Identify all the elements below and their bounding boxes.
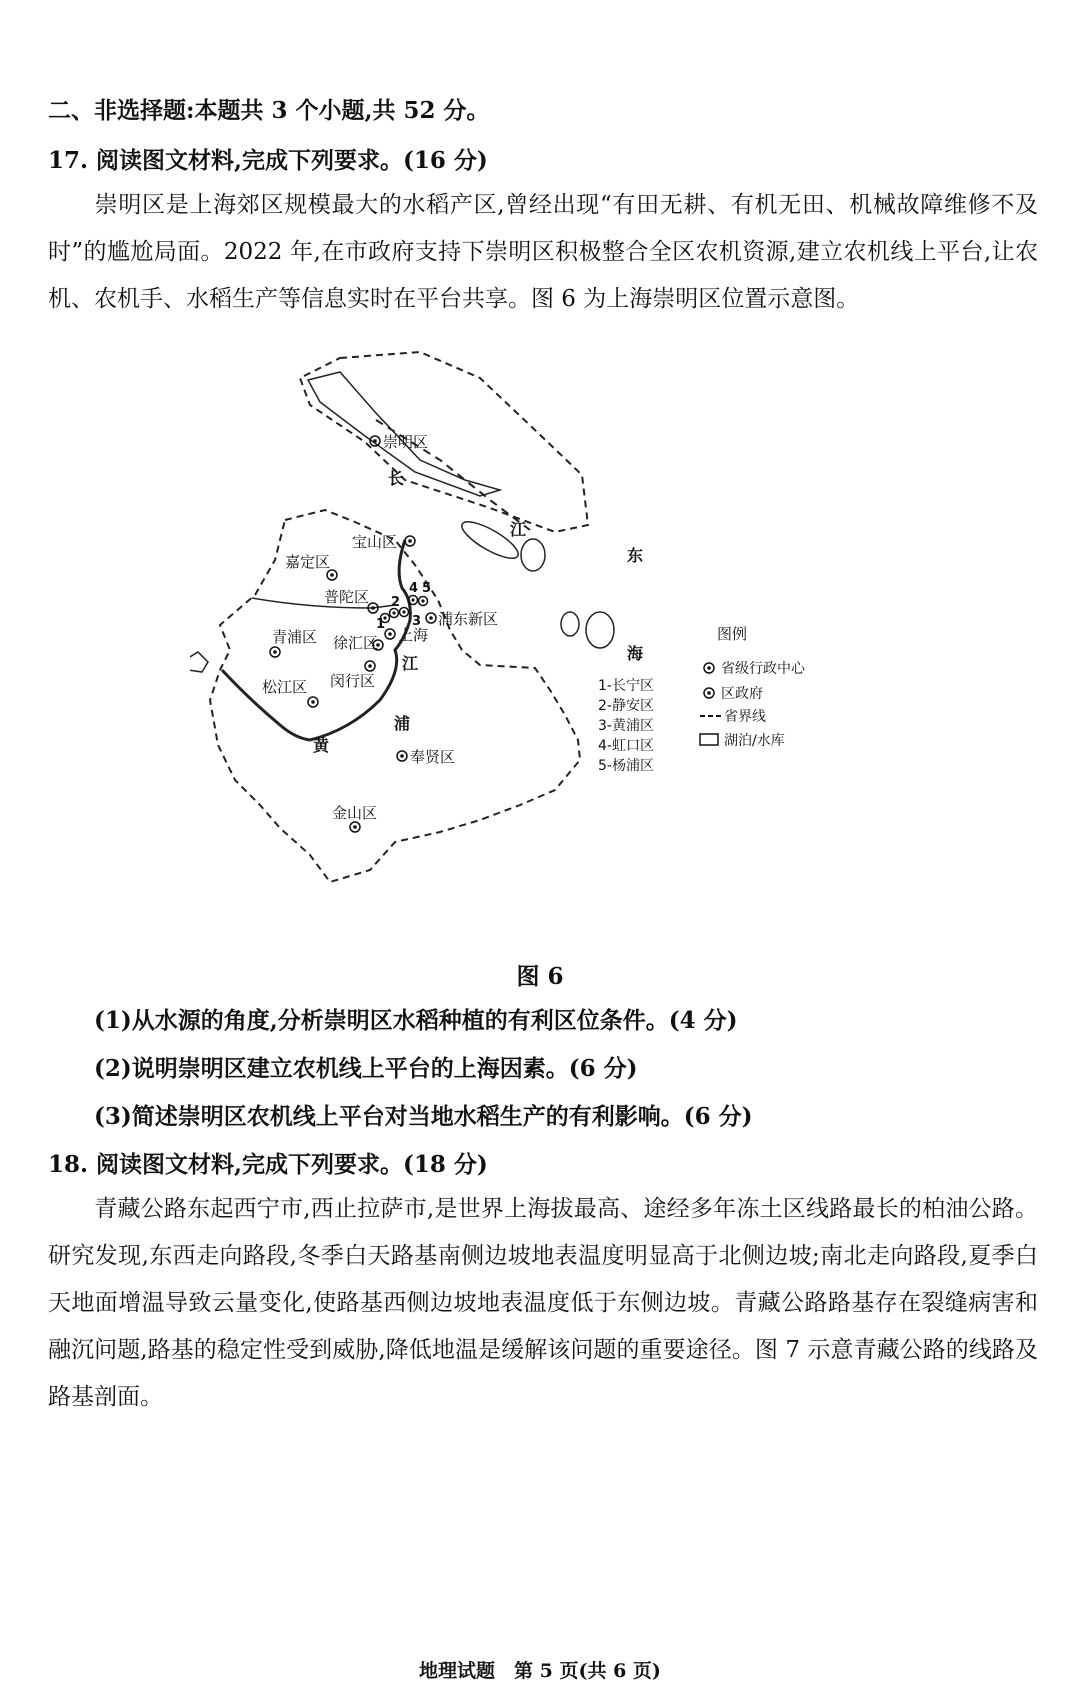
label-number-1: 1 — [376, 617, 386, 632]
offshore-island-2 — [586, 612, 614, 648]
q17-sub-question-1: (1)从水源的角度,分析崇明区水稻种植的有利区位条件。(4 分) — [94, 1007, 738, 1034]
label-jiading: 嘉定区 — [285, 553, 331, 571]
label-huang: 黄 — [313, 736, 330, 755]
shanghai-map — [190, 350, 920, 930]
legend-title: 图例 — [717, 625, 748, 643]
key-item-4: 4-虹口区 — [598, 738, 654, 754]
legend-provincial-center-label: 省级行政中心 — [721, 661, 805, 677]
label-chang: 长 — [388, 469, 405, 488]
label-hai-sea: 海 — [627, 644, 644, 663]
label-pudong: 浦东新区 — [438, 610, 499, 628]
hengsha-island — [521, 539, 545, 571]
label-chongming: 崇明区 — [383, 433, 429, 451]
q17-sub-question-2: (2)说明崇明区建立农机线上平台的上海因素。(6 分) — [94, 1055, 638, 1082]
page-footer: 地理试题 第 5 页(共 6 页) — [419, 1660, 661, 1682]
legend-district-gov-label: 区政府 — [721, 686, 763, 702]
shanghai-map-figure — [190, 350, 920, 930]
label-qingpu: 青浦区 — [272, 628, 318, 646]
label-number-4: 4 — [409, 581, 419, 596]
label-number-2: 2 — [391, 595, 401, 610]
key-item-3: 3-黄浦区 — [598, 718, 654, 734]
label-baoshan: 宝山区 — [352, 533, 398, 551]
label-jinshan: 金山区 — [332, 804, 378, 822]
label-jiang-river: 江 — [510, 520, 527, 539]
figure-6-caption: 图 6 — [516, 963, 564, 990]
legend-lake-icon — [700, 734, 718, 745]
section-heading: 二、非选择题:本题共 3 个小题,共 52 分。 — [48, 97, 490, 124]
key-item-1: 1-长宁区 — [598, 678, 654, 694]
label-minhang: 闵行区 — [330, 672, 376, 690]
q17-paragraph-text: 崇明区是上海郊区规模最大的水稻产区,曾经出现“有田无耕、有机无田、机械故障维修不及时”的尴尬局面。2022 年,在市政府支持下崇明区积极整合全区农机资源,建立农机线上平台,让农机、农机手、水稻生产等信息实时在平台共享。图 6 为上海崇明区位置示意图。 — [48, 192, 1038, 312]
chongming-island-outline — [300, 352, 588, 532]
label-putuo: 普陀区 — [324, 588, 370, 606]
label-xuhui: 徐汇区 — [333, 634, 379, 652]
q17-heading: 17. 阅读图文材料,完成下列要求。(16 分) — [48, 147, 488, 174]
label-number-5: 5 — [422, 581, 432, 596]
label-shanghai: 上海 — [398, 626, 429, 644]
label-dong-sea: 东 — [627, 546, 644, 565]
legend-boundary-label: 省界线 — [724, 709, 766, 725]
legend-lake-label: 湖泊/水库 — [724, 733, 785, 749]
label-songjiang: 松江区 — [262, 678, 308, 696]
label-fengxian: 奉贤区 — [410, 748, 456, 766]
q18-paragraph-text: 青藏公路东起西宁市,西止拉萨市,是世界上海拔最高、途经多年冻土区线路最长的柏油公路。研究发现,东西走向路段,冬季白天路基南侧边坡地表温度明显高于北侧边坡;南北走向路段,夏季白天地面增温导致云量变化,使路基西侧边坡地表温度低于东侧边坡。青藏公路路基存在裂缝病害和融沉问题,路基的稳定性受到威胁,降低地温是缓解该问题的重要途径。图 7 示意青藏公路的线路及路基剖面。 — [48, 1196, 1038, 1410]
label-number-3: 3 — [412, 614, 422, 629]
label-jiang-huangpu: 江 — [402, 654, 419, 673]
offshore-island-1 — [561, 612, 579, 636]
q17-sub-question-3: (3)简述崇明区农机线上平台对当地水稻生产的有利影响。(6 分) — [94, 1103, 753, 1130]
key-item-5: 5-杨浦区 — [598, 758, 654, 774]
dianshan-lake — [190, 652, 208, 672]
q17-paragraph — [48, 182, 1038, 323]
q18-paragraph — [48, 1186, 1038, 1421]
q18-heading: 18. 阅读图文材料,完成下列要求。(18 分) — [48, 1151, 488, 1178]
label-pu: 浦 — [394, 714, 411, 733]
key-item-2: 2-静安区 — [598, 698, 654, 714]
